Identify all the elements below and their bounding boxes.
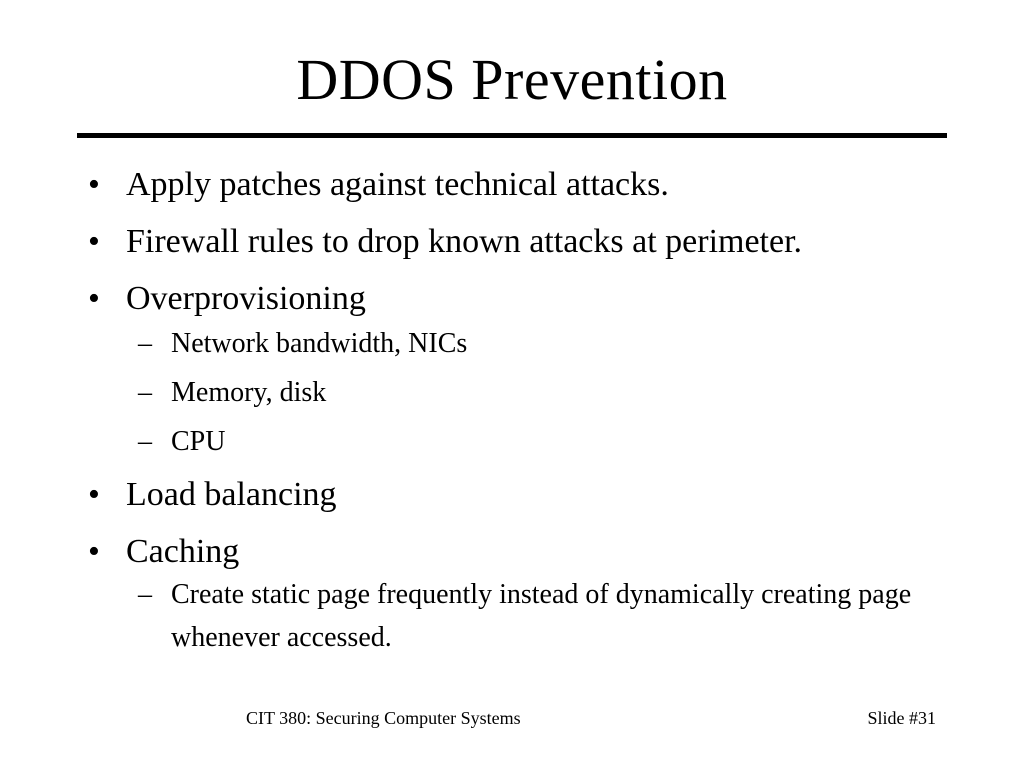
bullet-item <box>86 527 966 577</box>
bullet-text: Firewall rules to drop known attacks at perimeter. <box>126 223 803 260</box>
dash-marker: – <box>138 579 152 610</box>
bullet-marker: • <box>88 280 100 317</box>
footer-slide-number: Slide #31 <box>867 708 936 728</box>
title-underline <box>77 133 947 138</box>
footer-course: CIT 380: Securing Computer Systems <box>246 708 521 728</box>
slide-title: DDOS Prevention <box>296 47 728 112</box>
bullet-text: Caching <box>126 533 240 570</box>
bullet-text: Load balancing <box>126 476 337 513</box>
sub-bullet-item <box>86 375 966 411</box>
dash-marker: – <box>138 328 152 359</box>
sub-bullet-item <box>86 326 966 362</box>
dash-marker: – <box>138 377 152 408</box>
bullet-item <box>86 160 966 210</box>
bullet-item <box>86 274 966 324</box>
bullet-marker: • <box>88 166 100 203</box>
bullet-text: Overprovisioning <box>126 280 366 317</box>
bullet-item <box>86 217 966 267</box>
bullet-marker: • <box>88 223 100 260</box>
bullet-item <box>86 470 966 520</box>
sub-bullet-item <box>86 424 966 460</box>
bullet-list <box>86 160 966 672</box>
bullet-text: Apply patches against technical attacks. <box>126 166 669 203</box>
sub-bullet-text: Memory, disk <box>171 377 327 408</box>
bullet-marker: • <box>88 533 100 570</box>
bullet-marker: • <box>88 476 100 513</box>
sub-bullet-text: Create static page frequently instead of dynamically creating page whenever accessed. <box>171 579 912 653</box>
sub-bullet-text: CPU <box>171 426 226 457</box>
sub-bullet-text: Network bandwidth, NICs <box>171 328 468 359</box>
sub-bullet-item <box>86 573 966 659</box>
dash-marker: – <box>138 426 152 457</box>
